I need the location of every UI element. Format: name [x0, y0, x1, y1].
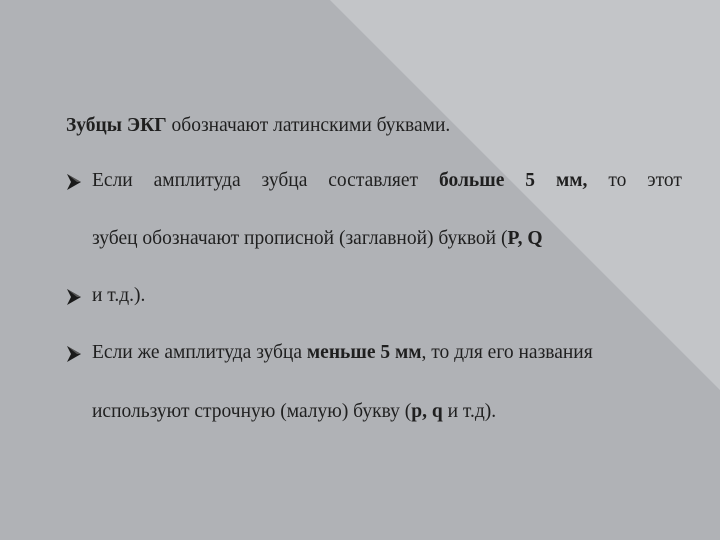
word: Если — [92, 170, 133, 191]
intro-bold: Зубцы ЭКГ — [66, 115, 167, 136]
intro-rest: обозначают латинскими буквами. — [171, 115, 451, 136]
bullet2: и т.д.). — [92, 285, 146, 306]
word-bold: мм, — [555, 170, 588, 191]
bullet3-line1-bold: меньше 5 мм — [306, 342, 422, 363]
word: то — [608, 170, 627, 191]
bullet1-line2-bold: P, Q — [507, 228, 543, 249]
bullet3-line1-pre: Если же амплитуда зубца — [92, 342, 302, 363]
bullet3-line2-post: и т.д). — [442, 401, 497, 422]
word-bold: 5 — [525, 170, 536, 191]
bullet3-line2 — [92, 400, 496, 424]
bullet3-line1-post: , то для его названия — [421, 342, 593, 363]
arrow-check-bullet-icon — [66, 287, 84, 307]
word: этот — [647, 170, 682, 191]
word-bold: больше — [439, 170, 505, 191]
word: амплитуда — [153, 170, 241, 191]
word: составляет — [328, 170, 419, 191]
bullet3-line2-pre: используют строчную (малую) букву ( — [92, 401, 412, 422]
bullet1-line2 — [92, 227, 543, 251]
word: зубца — [261, 170, 308, 191]
bullet3-line1 — [92, 341, 593, 365]
bullet1-line1 — [92, 169, 682, 193]
arrow-check-bullet-icon — [66, 344, 84, 364]
bullet1-line2-text: зубец обозначают прописной (заглавной) буквой ( — [92, 228, 508, 249]
intro-line — [66, 114, 450, 138]
bullet3-line2-bold: p, q — [411, 401, 443, 422]
arrow-check-bullet-icon — [66, 172, 84, 192]
